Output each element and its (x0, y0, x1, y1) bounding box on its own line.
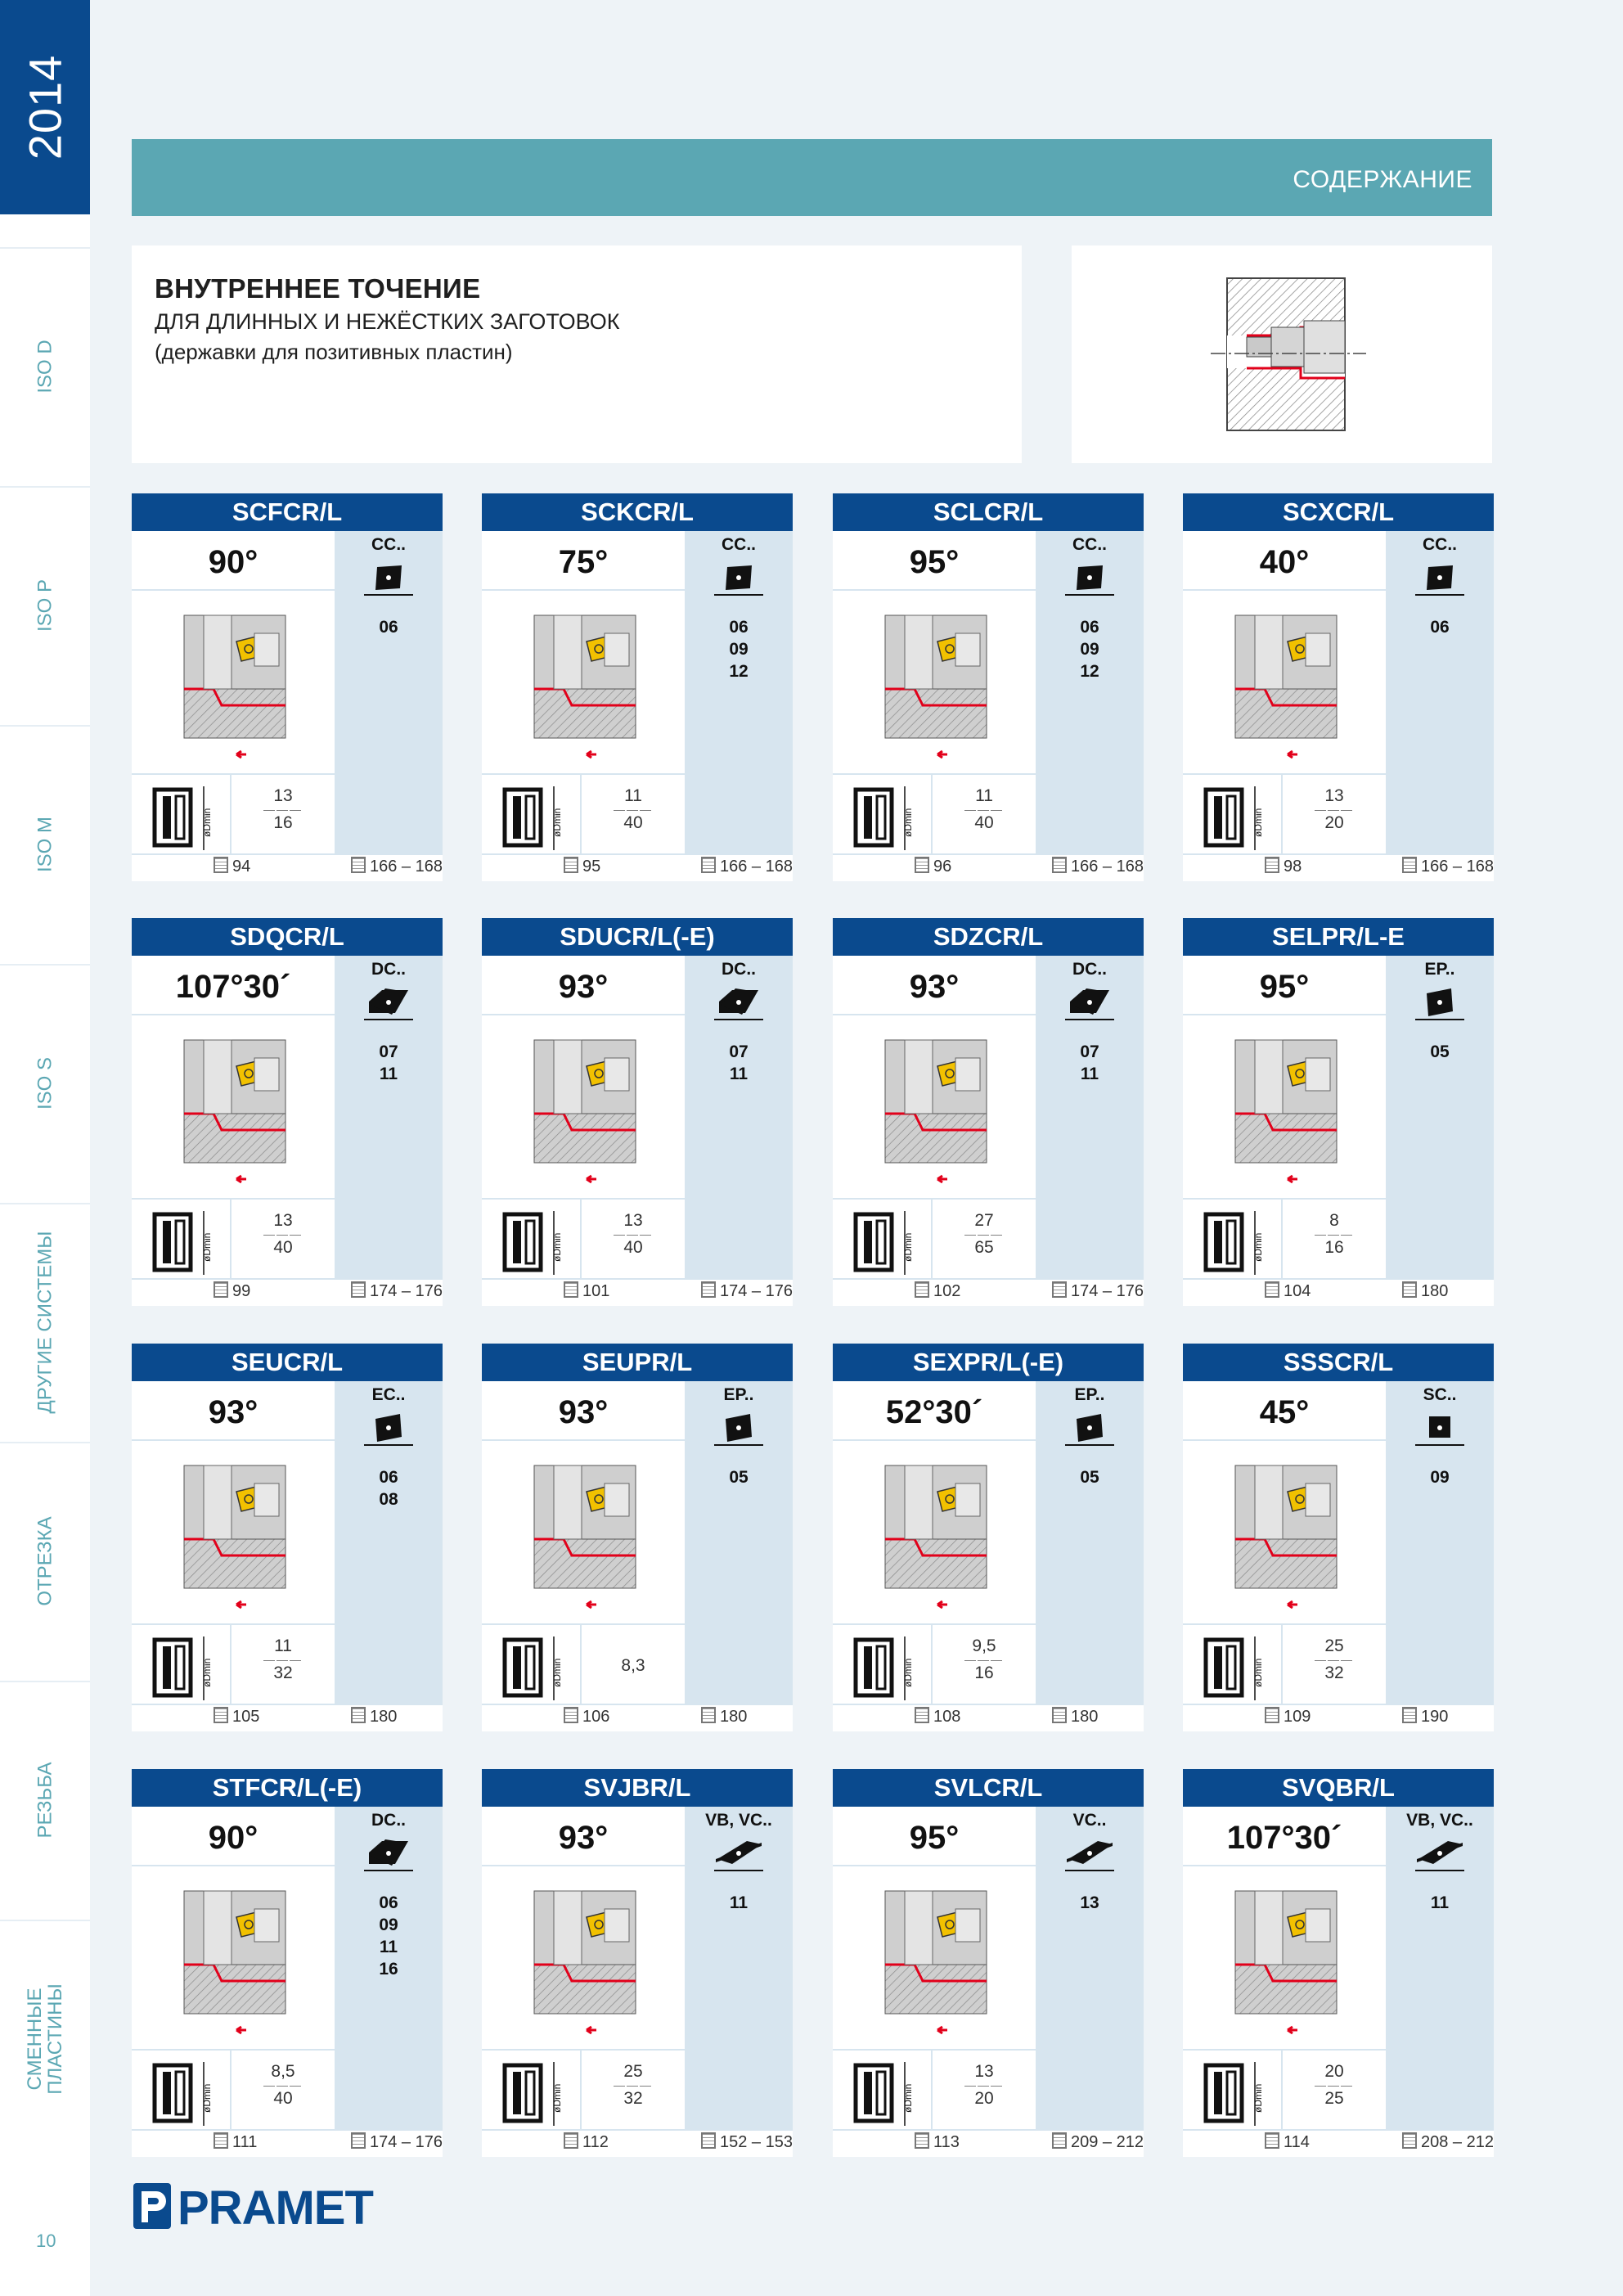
holder-page-ref[interactable]: 109 (1265, 1707, 1311, 1727)
dmin-range: 25 ——— 32 (1315, 1636, 1354, 1682)
insert-code: EP.. (1424, 960, 1455, 979)
insert-page-ref[interactable]: 209 – 212 (1052, 2132, 1144, 2152)
holder-card[interactable] (132, 493, 443, 881)
insert-shape-icon (714, 1409, 763, 1448)
approach-angle: 40° (1259, 544, 1310, 580)
insert-shape-icon (714, 559, 763, 598)
insert-sizes: 06 (1430, 618, 1450, 637)
dmin-max: 16 (1324, 1238, 1344, 1257)
approach-angle: 93° (558, 1820, 609, 1856)
dmin-icon (1203, 2057, 1276, 2131)
divider (132, 1198, 335, 1200)
dmin-icon (852, 1206, 926, 1280)
insert-page-ref[interactable]: 174 – 176 (351, 1281, 443, 1301)
insert-page-ref[interactable]: 190 (1402, 1707, 1448, 1727)
page-number: 10 (36, 2231, 56, 2251)
insert-sizes: 06 09 12 (1080, 618, 1099, 681)
insert-sizes: 09 (1430, 1468, 1450, 1487)
dmin-max: 40 (974, 813, 994, 832)
divider (482, 773, 685, 775)
tool-diagram (132, 591, 335, 773)
dmin-min: 25 (1324, 1636, 1344, 1655)
intro-subtitle: ДЛЯ ДЛИННЫХ И НЕЖЁСТКИХ ЗАГОТОВОК (155, 309, 620, 334)
dmin-range: 20 ——— 25 (1315, 2062, 1354, 2108)
divider (132, 1623, 335, 1625)
divider (1183, 1198, 1386, 1200)
insert-code: EP.. (723, 1385, 754, 1404)
dmin-max: 40 (273, 1238, 293, 1257)
insert-page-ref[interactable]: 174 – 176 (351, 2132, 443, 2152)
dmin-range: 11 ——— 40 (614, 786, 653, 832)
holder-card[interactable] (833, 493, 1144, 881)
insert-code: CC.. (371, 535, 406, 554)
dmin-icon (151, 1632, 225, 1705)
holder-page-ref[interactable]: 94 (214, 857, 250, 876)
insert-shape-icon (364, 1409, 413, 1448)
approach-angle: 52°30´ (885, 1394, 983, 1430)
intro-note: (державки для позитивных пластин) (155, 340, 513, 364)
insert-page-ref[interactable]: 166 – 168 (1402, 857, 1494, 876)
holder-title: SVJBR/L (482, 1769, 793, 1807)
insert-sizes: 07 11 (729, 1042, 749, 1083)
insert-sizes: 05 (1080, 1468, 1099, 1487)
insert-sizes: 07 11 (379, 1042, 398, 1083)
dmin-range: 11 ——— 40 (964, 786, 1004, 832)
holder-page-ref[interactable]: 104 (1265, 1281, 1311, 1301)
sidebar-item-iso-p[interactable]: ISO P (0, 486, 90, 723)
tool-diagram (833, 1441, 1036, 1623)
dmin-range: 9,5 ——— 16 (964, 1636, 1004, 1682)
insert-code: SC.. (1423, 1385, 1457, 1404)
divider (833, 1198, 1036, 1200)
holder-title: SDQCR/L (132, 918, 443, 956)
dmin-max: 16 (273, 813, 293, 832)
tool-diagram (132, 1015, 335, 1198)
tool-diagram (1183, 1866, 1386, 2049)
holder-title: STFCR/L(-E) (132, 1769, 443, 1807)
insert-sizes: 06 09 11 16 (379, 1893, 398, 1979)
holder-title: SDUCR/L(-E) (482, 918, 793, 956)
svg-text:øDmin: øDmin (902, 1658, 914, 1687)
dmin-range: 13 ——— 16 (263, 786, 303, 832)
insert-shape-icon (1065, 984, 1114, 1023)
tool-diagram (482, 591, 685, 773)
insert-code: EC.. (371, 1385, 406, 1404)
insert-sizes: 05 (729, 1468, 749, 1487)
sidebar (0, 0, 90, 2296)
holder-card[interactable] (132, 1769, 443, 2157)
sidebar-item-threading[interactable]: РЕЗЬБА (0, 1681, 90, 1918)
dmin-range: 13 ——— 40 (263, 1211, 303, 1257)
approach-angle: 107°30´ (1226, 1820, 1342, 1856)
dmin-icon (151, 2057, 225, 2131)
insert-sizes: 06 (379, 618, 398, 637)
insert-page-ref[interactable]: 208 – 212 (1402, 2132, 1494, 2152)
approach-angle: 90° (208, 544, 259, 580)
dmin-range: 11 ——— 32 (263, 1636, 303, 1682)
svg-text:øDmin: øDmin (1252, 1658, 1264, 1687)
svg-text:øDmin: øDmin (1252, 1232, 1264, 1262)
dmin-min: 27 (974, 1211, 994, 1230)
sidebar-item-iso-d[interactable]: ISO D (0, 247, 90, 484)
svg-text:øDmin: øDmin (201, 1232, 213, 1262)
holder-card[interactable] (833, 918, 1144, 1306)
insert-code: DC.. (371, 1811, 406, 1830)
approach-angle: 95° (909, 1820, 960, 1856)
divider (1183, 1623, 1386, 1625)
dmin-max: 25 (1324, 2089, 1344, 2108)
holder-page-ref[interactable]: 106 (564, 1707, 609, 1727)
holder-title: SVLCR/L (833, 1769, 1144, 1807)
dmin-max: 40 (623, 1238, 643, 1257)
dmin-min: 13 (273, 786, 293, 805)
svg-text:øDmin: øDmin (1252, 2083, 1264, 2113)
holder-title: SCXCR/L (1183, 493, 1494, 531)
insert-sizes: 13 (1080, 1893, 1099, 1912)
svg-text:øDmin: øDmin (1252, 808, 1264, 837)
holder-page-ref[interactable]: 95 (564, 857, 600, 876)
divider (833, 773, 1036, 775)
insert-sizes: 06 09 12 (729, 618, 749, 681)
dmin-range: 25 ——— 32 (614, 2062, 653, 2108)
insert-code: VB, VC.. (705, 1811, 772, 1830)
svg-text:øDmin: øDmin (201, 1658, 213, 1687)
holder-title: SCFCR/L (132, 493, 443, 531)
insert-shape-icon (364, 1835, 413, 1874)
dmin-min: 11 (274, 1636, 292, 1655)
insert-sizes: 05 (1430, 1042, 1450, 1061)
dmin-icon (1203, 1632, 1276, 1705)
approach-angle: 75° (558, 544, 609, 580)
holder-page-ref[interactable]: 105 (214, 1707, 259, 1727)
sidebar-item-parting[interactable]: ОТРЕЗКА (0, 1442, 90, 1679)
sidebar-item-iso-m[interactable]: ISO M (0, 725, 90, 962)
dmin-min: 11 (624, 786, 642, 805)
dmin-icon (501, 781, 575, 855)
insert-code: DC.. (722, 960, 756, 979)
intro-box (132, 245, 1022, 463)
approach-angle: 95° (909, 544, 960, 580)
dmin-icon (852, 781, 926, 855)
dmin-min: 9,5 (972, 1636, 996, 1655)
dmin-min: 20 (1324, 2062, 1344, 2081)
holder-card[interactable] (482, 918, 793, 1306)
holder-card[interactable] (482, 493, 793, 881)
insert-shape-icon (1065, 1835, 1114, 1874)
dmin-min: 13 (1324, 786, 1344, 805)
holder-page-ref[interactable]: 101 (564, 1281, 609, 1301)
insert-sizes: 06 08 (379, 1468, 398, 1509)
insert-code: CC.. (722, 535, 756, 554)
dmin-value: 8,3 (621, 1656, 645, 1675)
insert-code: VB, VC.. (1406, 1811, 1473, 1830)
approach-angle: 93° (558, 1394, 609, 1430)
approach-angle: 90° (208, 1820, 259, 1856)
approach-angle: 95° (1259, 969, 1310, 1005)
holder-page-ref[interactable]: 111 (214, 2132, 257, 2152)
tool-diagram (1183, 1015, 1386, 1198)
intro-title: ВНУТРЕННЕЕ ТОЧЕНИЕ (155, 273, 481, 304)
insert-sizes: 11 (729, 1893, 749, 1912)
tool-diagram (482, 1441, 685, 1623)
tool-diagram (482, 1866, 685, 2049)
dmin-max: 20 (1324, 813, 1344, 832)
insert-page-ref[interactable]: 174 – 176 (701, 1281, 793, 1301)
dmin-max: 16 (974, 1663, 994, 1682)
divider (833, 1623, 1036, 1625)
holder-title: SVQBR/L (1183, 1769, 1494, 1807)
insert-code: VC.. (1072, 1811, 1107, 1830)
dmin-icon (852, 1632, 926, 1705)
holder-title: SELPR/L-E (1183, 918, 1494, 956)
holder-title: SCKCR/L (482, 493, 793, 531)
intro-diagram (1072, 245, 1492, 463)
pramet-logo (132, 2180, 402, 2232)
dmin-max: 40 (273, 2089, 293, 2108)
holder-page-ref[interactable]: 114 (1265, 2132, 1310, 2152)
holder-title: SDZCR/L (833, 918, 1144, 956)
dmin-min: 8,5 (271, 2062, 295, 2081)
dmin-icon (1203, 781, 1276, 855)
insert-page-ref[interactable]: 180 (351, 1707, 397, 1727)
dmin-icon (151, 781, 225, 855)
svg-text:øDmin: øDmin (201, 808, 213, 837)
dmin-min: 25 (623, 2062, 643, 2081)
approach-angle: 45° (1259, 1394, 1310, 1430)
dmin-min: 13 (623, 1211, 643, 1230)
divider (482, 1623, 685, 1625)
holder-card[interactable] (1183, 1769, 1494, 2157)
insert-code: DC.. (1072, 960, 1107, 979)
dmin-max: 32 (1324, 1663, 1344, 1682)
dmin-max: 32 (623, 2089, 643, 2108)
holder-card[interactable] (1183, 1344, 1494, 1731)
divider (482, 2049, 685, 2051)
insert-page-ref[interactable]: 180 (1052, 1707, 1098, 1727)
year-label: 2014 (19, 54, 71, 160)
header-bar (132, 139, 1492, 216)
holder-card[interactable] (1183, 493, 1494, 881)
holder-page-ref[interactable]: 96 (915, 857, 951, 876)
insert-code: EP.. (1074, 1385, 1105, 1404)
holder-page-ref[interactable]: 108 (915, 1707, 960, 1727)
sidebar-item-iso-s[interactable]: ISO S (0, 964, 90, 1201)
insert-shape-icon (1415, 559, 1464, 598)
insert-page-ref[interactable]: 174 – 176 (1052, 1281, 1144, 1301)
sidebar-item-other-systems[interactable]: ДРУГИЕ СИСТЕМЫ (0, 1203, 90, 1440)
header-title[interactable]: СОДЕРЖАНИЕ (1293, 166, 1472, 193)
insert-page-ref[interactable]: 180 (701, 1707, 747, 1727)
holder-title: SSSCR/L (1183, 1344, 1494, 1381)
holder-page-ref[interactable]: 112 (564, 2132, 609, 2152)
dmin-range: 13 ——— 20 (964, 2062, 1004, 2108)
holder-title: SEUPR/L (482, 1344, 793, 1381)
dmin-min: 13 (273, 1211, 293, 1230)
dmin-range: 8,5 ——— 40 (263, 2062, 303, 2108)
holder-card[interactable] (833, 1344, 1144, 1731)
dmin-min: 13 (974, 2062, 994, 2081)
dmin-icon (501, 2057, 575, 2131)
holder-title: SCLCR/L (833, 493, 1144, 531)
dmin-max: 32 (273, 1663, 293, 1682)
dmin-range: 8 ——— 16 (1315, 1211, 1354, 1257)
insert-shape-icon (1415, 1409, 1464, 1448)
divider (833, 2049, 1036, 2051)
approach-angle: 93° (909, 969, 960, 1005)
svg-text:øDmin: øDmin (551, 1232, 563, 1262)
insert-shape-icon (364, 559, 413, 598)
tool-diagram (132, 1866, 335, 2049)
divider (482, 1198, 685, 1200)
dmin-range: 13 ——— 20 (1315, 786, 1354, 832)
insert-sizes: 07 11 (1080, 1042, 1099, 1083)
tool-diagram (482, 1015, 685, 1198)
insert-code: CC.. (1423, 535, 1457, 554)
dmin-min: 11 (975, 786, 993, 805)
dmin-icon (852, 2057, 926, 2131)
dmin-range: 13 ——— 40 (614, 1211, 653, 1257)
tool-diagram (833, 1866, 1036, 2049)
holder-card[interactable] (132, 1344, 443, 1731)
divider (132, 773, 335, 775)
holder-page-ref[interactable]: 113 (915, 2132, 960, 2152)
insert-page-ref[interactable]: 166 – 168 (1052, 857, 1144, 876)
holder-page-ref[interactable]: 102 (915, 1281, 960, 1301)
tool-diagram (833, 591, 1036, 773)
dmin-max: 20 (974, 2089, 994, 2108)
dmin-max: 40 (623, 813, 643, 832)
insert-page-ref[interactable]: 166 – 168 (351, 857, 443, 876)
insert-code: DC.. (371, 960, 406, 979)
insert-shape-icon (364, 984, 413, 1023)
svg-text:PRAMET: PRAMET (178, 2181, 373, 2232)
holder-card[interactable] (482, 1344, 793, 1731)
holder-card[interactable] (833, 1769, 1144, 2157)
svg-text:øDmin: øDmin (902, 808, 914, 837)
dmin-icon (501, 1206, 575, 1280)
svg-text:øDmin: øDmin (551, 1658, 563, 1687)
insert-shape-icon (1065, 1409, 1114, 1448)
insert-shape-icon (714, 984, 763, 1023)
holder-card[interactable] (1183, 918, 1494, 1306)
insert-page-ref[interactable]: 166 – 168 (701, 857, 793, 876)
insert-shape-icon (714, 1835, 763, 1874)
svg-text:øDmin: øDmin (902, 2083, 914, 2113)
sidebar-item-inserts[interactable]: СМЕННЫЕ ПЛАСТИНЫ (0, 1920, 90, 2157)
year-tab[interactable] (0, 0, 90, 214)
insert-page-ref[interactable]: 152 – 153 (701, 2132, 793, 2152)
insert-code: CC.. (1072, 535, 1107, 554)
holder-title: SEXPR/L(-E) (833, 1344, 1144, 1381)
holder-card[interactable] (132, 918, 443, 1306)
holder-title: SEUCR/L (132, 1344, 443, 1381)
insert-shape-icon (1415, 1835, 1464, 1874)
tool-diagram (1183, 1441, 1386, 1623)
holder-page-ref[interactable]: 98 (1265, 857, 1302, 876)
dmin-icon (501, 1632, 575, 1705)
insert-sizes: 11 (1430, 1893, 1450, 1912)
holder-page-ref[interactable]: 99 (214, 1281, 250, 1301)
dmin-max: 65 (974, 1238, 994, 1257)
insert-shape-icon (1065, 559, 1114, 598)
svg-text:øDmin: øDmin (551, 2083, 563, 2113)
svg-text:øDmin: øDmin (201, 2083, 213, 2113)
dmin-min: 8 (1329, 1211, 1339, 1230)
divider (1183, 773, 1386, 775)
dmin-icon (1203, 1206, 1276, 1280)
divider (132, 2049, 335, 2051)
divider (1183, 2049, 1386, 2051)
dmin-range: 27 ——— 65 (964, 1211, 1004, 1257)
dmin-icon (151, 1206, 225, 1280)
svg-text:øDmin: øDmin (902, 1232, 914, 1262)
approach-angle: 107°30´ (175, 969, 291, 1005)
approach-angle: 93° (208, 1394, 259, 1430)
holder-card[interactable] (482, 1769, 793, 2157)
insert-shape-icon (1415, 984, 1464, 1023)
tool-diagram (132, 1441, 335, 1623)
approach-angle: 93° (558, 969, 609, 1005)
svg-text:øDmin: øDmin (551, 808, 563, 837)
tool-diagram (1183, 591, 1386, 773)
tool-diagram (833, 1015, 1036, 1198)
insert-page-ref[interactable]: 180 (1402, 1281, 1448, 1301)
